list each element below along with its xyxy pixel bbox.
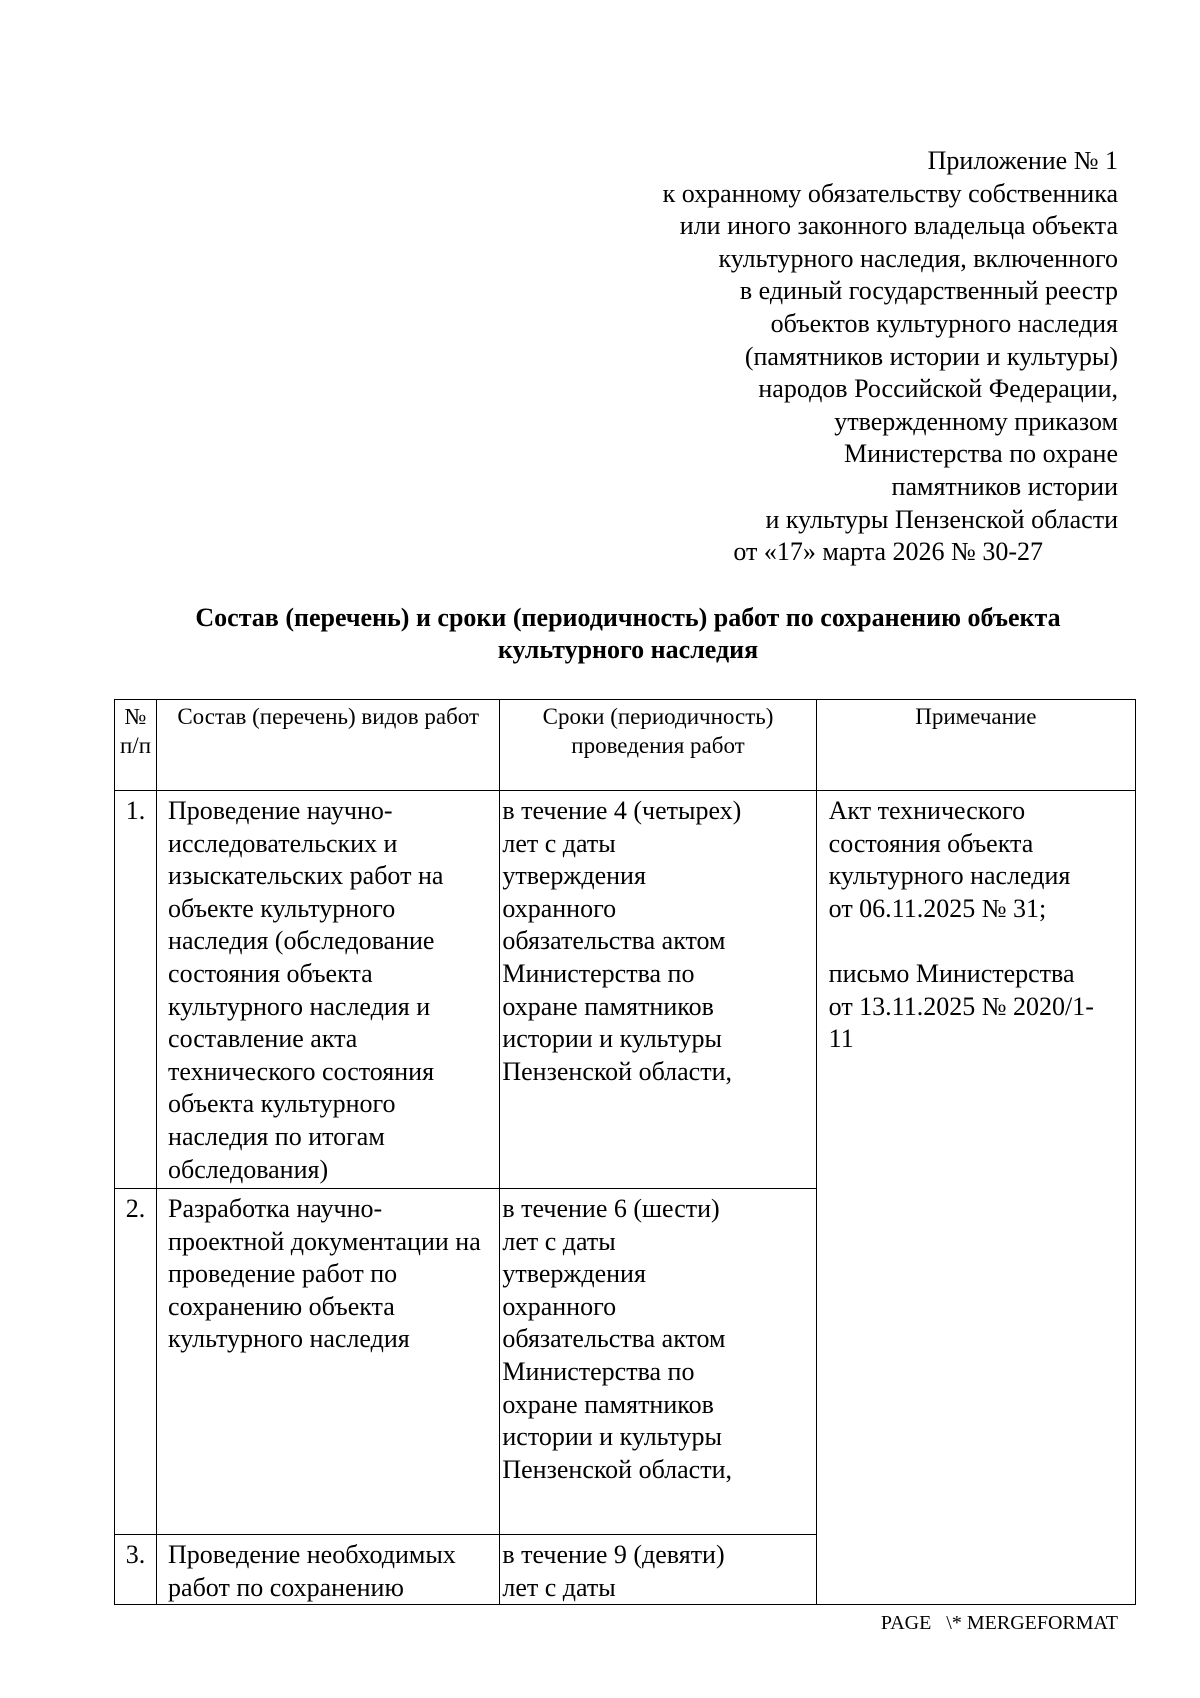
work-description: Проведение научно-исследовательских и изыскательских работ на объекте культурного наследия (обследование состояния объекта культурного наследия и составление акта технического состояния объекта культурного наследия по итогам обследования) <box>157 791 500 1189</box>
note-cell <box>816 791 1135 1605</box>
appendix-line: в единый государственный реестр <box>739 276 1118 306</box>
appendix-line: утвержденному приказом <box>834 406 1118 436</box>
appendix-line: или иного законного владельца объекта <box>679 211 1118 241</box>
table-row <box>115 791 1136 1189</box>
works-table <box>114 699 1136 1605</box>
appendix-line: объектов культурного наследия <box>770 308 1118 338</box>
note-line: состояния объекта <box>828 828 1034 858</box>
appendix-line: и культуры Пензенской области <box>765 504 1118 534</box>
work-description: Проведение необходимых работ по сохранению <box>157 1535 500 1605</box>
table-header-row <box>115 700 1136 791</box>
appendix-order-date: от «17» марта 2026 № 30-27 <box>733 537 1043 567</box>
note-line: Акт технического <box>828 796 1026 825</box>
document-title <box>118 602 1138 666</box>
row-number: 2. <box>115 1189 157 1535</box>
title-line-1: Состав (перечень) и сроки (периодичность) работ по сохранению объекта <box>195 603 1061 632</box>
work-description: Разработка научно-проектной документации на проведение работ по сохранению объекта культурного наследия <box>157 1189 500 1535</box>
note-line: культурного наследия <box>828 861 1071 891</box>
row-number: 3. <box>115 1535 157 1605</box>
work-term: в течение 9 (девяти) лет с даты <box>500 1535 816 1605</box>
note-gap <box>829 925 1127 958</box>
appendix-header <box>398 145 1118 569</box>
appendix-line: Министерства по охране <box>844 439 1118 469</box>
header-num: № п/п <box>115 700 157 791</box>
appendix-line: памятников истории <box>891 471 1118 501</box>
row-number: 1. <box>115 791 157 1189</box>
note-line: от 13.11.2025 № 2020/1- <box>828 991 1094 1021</box>
work-term: в течение 6 (шести) лет с даты утверждения охранного обязательства актом Министерства по охране памятников истории и культуры Пензенской области, <box>500 1189 816 1535</box>
appendix-line: (памятников истории и культуры) <box>744 341 1118 371</box>
appendix-line: к охранному обязательству собственника <box>662 178 1118 208</box>
appendix-line: народов Российской Федерации, <box>758 374 1118 404</box>
page-field-footer: PAGE \* MERGEFORMAT <box>880 1612 1118 1634</box>
header-note: Примечание <box>816 700 1135 791</box>
note-line: письмо Министерства <box>828 958 1075 988</box>
note-line: от 06.11.2025 № 31; <box>828 893 1047 923</box>
work-term: в течение 4 (четырех) лет с даты утверждения охранного обязательства актом Министерства по охране памятников истории и культуры Пензенской области, <box>500 791 816 1189</box>
title-line-2: культурного наследия <box>497 635 759 664</box>
appendix-line: культурного наследия, включенного <box>718 243 1118 273</box>
header-term: Сроки (периодичность) проведения работ <box>500 700 816 791</box>
note-line: 11 <box>828 1024 854 1054</box>
appendix-line: Приложение № 1 <box>927 146 1118 175</box>
header-work: Состав (перечень) видов работ <box>157 700 500 791</box>
